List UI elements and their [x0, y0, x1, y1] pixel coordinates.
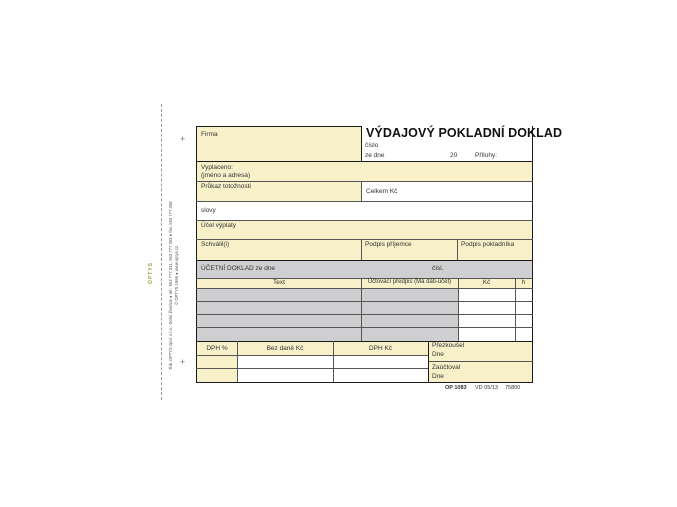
footer-number: 75800	[505, 385, 521, 391]
cislo-label: číslo	[365, 142, 379, 149]
ze-dne-label: ze dne	[365, 152, 385, 159]
rule-vyplaceno-top	[196, 161, 533, 162]
rule-vat-row	[196, 368, 428, 369]
podpis-pokladnika-label: Podpis pokladníka	[461, 241, 515, 248]
rule-row-3	[196, 327, 533, 328]
rule-approval-left	[428, 341, 429, 382]
column-header-text: Text	[273, 279, 285, 286]
column-header-h: h	[521, 279, 526, 286]
vyplaceno-sublabel: (jméno a adresa)	[201, 172, 251, 179]
ucetni-cisl-label: čísl.	[432, 265, 444, 272]
vyplaceno-label: Vyplaceno:	[201, 164, 233, 171]
column-header-predpis: Účtovací předpis (Má dáti-účet)	[367, 279, 452, 285]
rule-vat-top	[196, 341, 533, 342]
rule-prukaz-top	[196, 181, 533, 182]
rule-row-2	[196, 314, 533, 315]
year-label: 20	[450, 152, 458, 159]
rule-ucetni-top	[196, 260, 533, 261]
zauctoval-dne-label: Dne	[432, 373, 444, 380]
slovy-label: slovy	[201, 207, 216, 214]
prezkousel-label: Přezkoušel	[432, 342, 465, 349]
rule-approval-split	[428, 361, 533, 362]
firma-top-border	[196, 126, 362, 127]
crop-mark-top: +	[180, 134, 186, 144]
column-header-kc: Kč	[482, 279, 491, 286]
rule-signature-1	[361, 239, 362, 260]
rule-h-left	[515, 278, 516, 341]
vat-header-amount: DPH Kč	[368, 345, 393, 352]
sidebar-printer-text: Tisk OPTYS spol. s r.o., Dolní Životice ● tel.: 553 777 341, 553 777 363 ● fax: 553 777 358	[168, 201, 173, 370]
rule-cisl-left	[361, 278, 362, 341]
rule-columns-bottom	[196, 288, 533, 289]
sidebar-copyright: © OPTYS 1996 ● www.optys.cz	[174, 245, 179, 305]
schvalil-label: Schválil(i)	[201, 241, 230, 248]
rule-slovy-top	[196, 201, 533, 202]
rule-celkem-left	[361, 181, 362, 201]
footer-version: VD 05/13	[475, 385, 498, 391]
rule-ucel-top	[196, 220, 533, 221]
binding-line	[161, 104, 162, 400]
crop-mark-bottom: +	[180, 357, 186, 367]
rule-schvalil-top	[196, 239, 533, 240]
footer-code: OP 1083	[445, 385, 467, 391]
prezkousel-dne-label: Dne	[432, 351, 444, 358]
rule-kc-left	[458, 278, 459, 341]
ucel-label: Účel výplaty	[201, 222, 237, 229]
sidebar-brand: OPTYS	[148, 262, 154, 284]
zauctoval-label: Zaúčtoval	[432, 364, 461, 371]
rule-row-1	[196, 301, 533, 302]
vat-header-base: Bez daně Kč	[266, 345, 304, 352]
vat-header-percent: DPH %	[206, 345, 228, 352]
ucetni-header-label: ÚČETNÍ DOKLAD ze dne	[201, 265, 276, 272]
document-title: VÝDAJOVÝ POKLADNÍ DOKLAD	[366, 126, 563, 140]
celkem-label: Celkem Kč	[366, 188, 398, 195]
podpis-prijemce-label: Podpis příjemce	[365, 241, 412, 248]
prilohy-label: Přílohy:	[475, 152, 498, 159]
rule-signature-2	[457, 239, 458, 260]
prukaz-label: Průkaz totožnosti	[201, 183, 251, 190]
firma-right-border	[361, 126, 362, 162]
rule-vat-header-bottom	[196, 355, 428, 356]
firma-label: Firma	[201, 131, 218, 138]
